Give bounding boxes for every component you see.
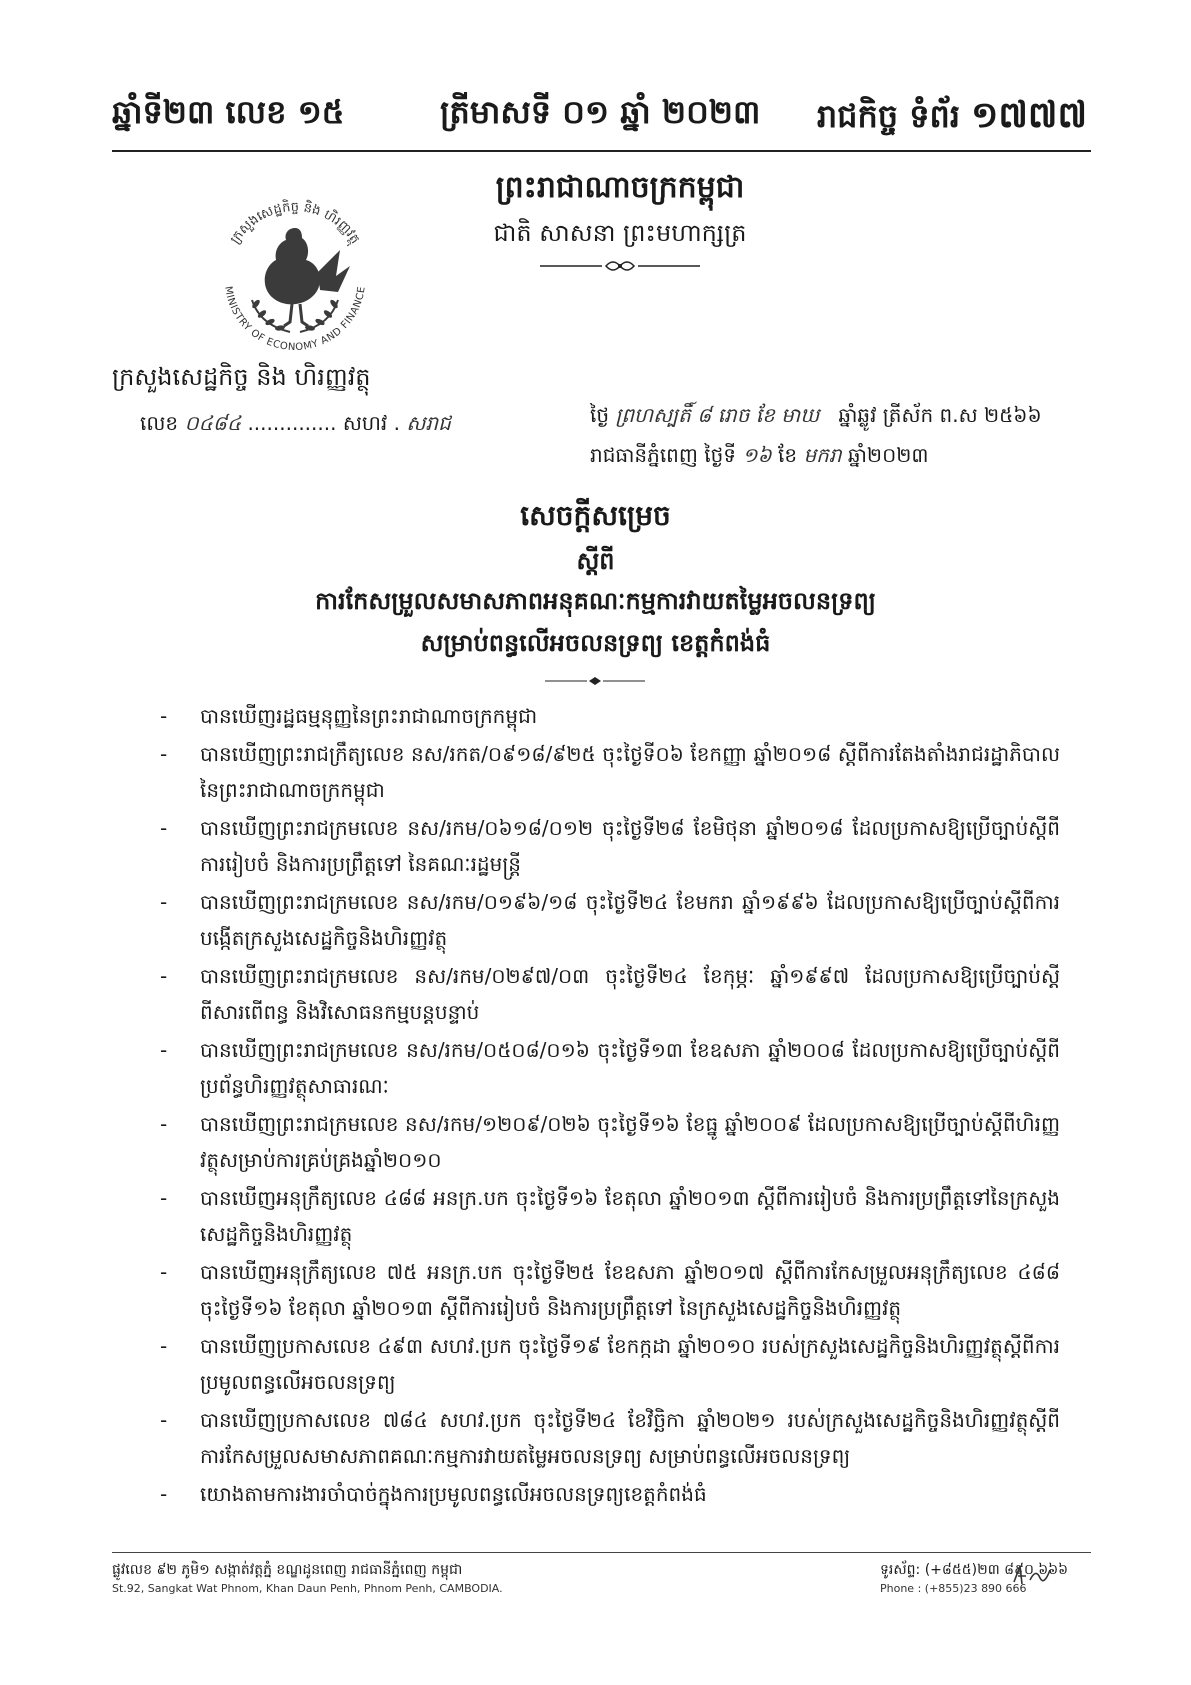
list-item: - បានឃើញព្រះរាជក្រមលេខ នស/រកម/០១៩៦/១៨ ចុះថ្ងៃទី២៤ ខែមករា ឆ្នាំ១៩៩៦ ដែលប្រកាសឱ្យប្រើច្បាប់ស្តីពីការបង្កើតក្រសួងសេដ្ឋកិច្ចនិងហិរញ្ញវត្ថុ — [160, 890, 1060, 950]
footer-phone-khmer: ទូរស័ព្ទ: (+៨៥៥)២៣ ៨៩០ ៦៦៦ — [880, 1562, 1069, 1578]
list-item: - បានឃើញអនុក្រឹត្យលេខ ៧៥ អនក្រ.បក ចុះថ្ងៃទី២៥ ខែឧសភា ឆ្នាំ២០១៧ ស្តីពីការកែសម្រួលអនុក្រឹត្យលេខ ៤៨៨ ចុះថ្ងៃទី១៦ ខែតុលា ឆ្នាំ២០១៣ ស្តីពីការរៀបចំ និងការប្រព្រឹត្តទៅ នៃក្រសួងសេដ្ឋកិច្ចនិងហិរញ្ញវត្ថុ — [160, 1260, 1060, 1320]
kingdom-heading — [470, 168, 770, 253]
reference-value: ០៤៨៤ — [184, 411, 242, 435]
gazette-page-label: រាជកិច្ច ទំព័រ — [816, 97, 961, 135]
list-item: - បានឃើញព្រះរាជក្រមលេខ នស/រកម/០២៩៧/០៣ ចុះថ្ងៃទី២៤ ខែកុម្ភៈ ឆ្នាំ១៩៩៧ ដែលប្រកាសឱ្យប្រើច្បាប់ស្តីពីសារពើពន្ធ និងវិសោធនកម្មបន្តបន្ទាប់ — [160, 964, 1060, 1024]
footer-address-khmer: ផ្លូវលេខ ៩២ ភូមិ១ សង្កាត់វត្តភ្នំ ខណ្ឌដូនពេញ រាជធានីភ្នំពេញ កម្ពុជា — [112, 1562, 463, 1578]
ornament-divider — [540, 256, 700, 276]
lunar-date — [590, 402, 1042, 432]
solar-day: ១៦ — [742, 443, 772, 467]
kingdom-name: ព្រះរាជាណាចក្រកម្ពុជា — [495, 170, 745, 205]
lunar-year: ឆ្នាំឆ្លូវ ត្រីស័ក ព.ស ២៥៦៦ — [838, 403, 1042, 427]
seal-english-text: MINISTRY OF ECONOMY AND FINANCE — [222, 285, 368, 354]
list-item: - បានឃើញព្រះរាជក្រមលេខ នស/រកម/០៦១៨/០១២ ចុះថ្ងៃទី២៨ ខែមិថុនា ឆ្នាំ២០១៨ ដែលប្រកាសឱ្យប្រើច្បាប់ស្តីពីការរៀបចំ និងការប្រព្រឹត្តទៅ នៃគណៈរដ្ឋមន្ត្រី — [160, 816, 1060, 876]
national-motto: ជាតិ សាសនា ព្រះមហាក្សត្រ — [493, 219, 747, 247]
lunar-date-prefix: ថ្ងៃ — [590, 403, 610, 427]
document-about: ស្តីពី — [576, 546, 615, 575]
list-item: - បានឃើញប្រកាសលេខ ៤៩៣ សហវ.ប្រក ចុះថ្ងៃទី១៩ ខែកក្កដា ឆ្នាំ២០១០ របស់ក្រសួងសេដ្ឋកិច្ចនិងហិរញ្ញវត្ថុស្តីពីការប្រមូលពន្ធលើអចលនទ្រព្យ — [160, 1334, 1060, 1394]
list-item: - បានឃើញប្រកាសលេខ ៧៨៤ សហវ.ប្រក ចុះថ្ងៃទី២៤ ខែវិច្ឆិកា ឆ្នាំ២០២១ របស់ក្រសួងសេដ្ឋកិច្ចនិងហិរញ្ញវត្ថុស្តីពីការកែសម្រួលសមាសភាពគណៈកម្មការវាយតម្លៃអចលនទ្រព្យ សម្រាប់ពន្ធលើអចលនទ្រព្យ — [160, 1408, 1060, 1468]
reference-label: លេខ — [140, 411, 179, 435]
solar-month: មករា — [803, 443, 842, 467]
footer-address-english: St.92, Sangkat Wat Phnom, Khan Daun Penh, Phnom Penh, CAMBODIA. — [112, 1582, 503, 1595]
gazette-page-number: ១៧៧៧ — [971, 94, 1087, 136]
list-item: - បានឃើញរដ្ឋធម្មនុញ្ញនៃព្រះរាជាណាចក្រកម្ពុជា — [160, 704, 538, 728]
list-item: - យោងតាមការងារចាំបាច់ក្នុងការប្រមូលពន្ធលើអចលនទ្រព្យខេត្តកំពង់ធំ — [160, 1482, 707, 1506]
legal-basis-list — [160, 698, 1060, 1514]
seal-khmer-text: ក្រសួងសេដ្ឋកិច្ច និង ហិរញ្ញវត្ថុ — [227, 200, 363, 247]
reference-dots: .............. — [247, 411, 337, 435]
footer-rule — [112, 1552, 1091, 1553]
document-type: សេចក្តីសម្រេច — [520, 499, 671, 532]
reference-suffix-label: សហវ — [342, 411, 388, 435]
solar-date — [590, 442, 928, 472]
solar-year: ឆ្នាំ២០២៣ — [847, 443, 929, 467]
ministry-name: ក្រសួងសេដ្ឋកិច្ច និង ហិរញ្ញវត្ថុ — [112, 363, 371, 391]
list-item: - បានឃើញព្រះរាជក្រឹត្យលេខ នស/រកត/០៩១៨/៩២៥ ចុះថ្ងៃទី០៦ ខែកញ្ញា ឆ្នាំ២០១៨ ស្តីពីការតែងតាំងរាជរដ្ឋាភិបាល នៃព្រះរាជាណាចក្រកម្ពុជា — [160, 742, 1060, 802]
initials-signature-icon — [1010, 1560, 1054, 1590]
list-item: - បានឃើញព្រះរាជក្រមលេខ នស/រកម/០៥០៨/០១៦ ចុះថ្ងៃទី១៣ ខែឧសភា ឆ្នាំ២០០៨ ដែលប្រកាសឱ្យប្រើច្បាប់ស្តីពីប្រព័ន្ធហិរញ្ញវត្ថុសាធារណៈ — [160, 1038, 1060, 1098]
document-subject-cont: សម្រាប់ពន្ធលើអចលនទ្រព្យ ខេត្តកំពង់ធំ — [420, 628, 771, 657]
footer-phone-english: Phone : (+855)23 890 666 — [880, 1582, 1027, 1595]
list-item: - បានឃើញអនុក្រឹត្យលេខ ៤៨៨ អនក្រ.បក ចុះថ្ងៃទី១៦ ខែតុលា ឆ្នាំ២០១៣ ស្តីពីការរៀបចំ និងការប្រព្រឹត្តទៅនៃក្រសួងសេដ្ឋកិច្ចនិងហិរញ្ញវត្ថុ — [160, 1186, 1060, 1246]
reference-suffix: សរាជ — [406, 411, 451, 435]
lunar-date-handwritten: ព្រហស្បតិ៍ ៨ រោច ខែ មាឃ — [615, 403, 820, 427]
list-item: - បានឃើញព្រះរាជក្រមលេខ នស/រកម/១២០៩/០២៦ ចុះថ្ងៃទី១៦ ខែធ្នូ ឆ្នាំ២០០៩ ដែលប្រកាសឱ្យប្រើច្បាប់ស្តីពីហិរញ្ញវត្ថុសម្រាប់ការគ្រប់គ្រងឆ្នាំ២០១០ — [160, 1112, 1060, 1172]
gazette-page — [817, 92, 1087, 142]
solar-month-label: ខែ — [778, 443, 798, 467]
ministry-seal-icon — [200, 180, 390, 370]
solar-date-prefix: រាជធានីភ្នំពេញ ថ្ងៃទី — [590, 443, 737, 467]
gazette-quarter: ត្រីមាសទី ០១ ឆ្នាំ ២០២៣ — [440, 93, 761, 131]
title-divider — [545, 676, 645, 686]
reference-number: លេខ ០៤៨៤ .............. សហវ . សរាជ — [140, 411, 451, 435]
document-subject: ការកែសម្រួលសមាសភាពអនុគណៈកម្មការវាយតម្លៃអចលនទ្រព្យ — [315, 586, 876, 615]
header-rule — [112, 150, 1091, 152]
gazette-year-issue: ឆ្នាំទី២៣ លេខ ១៥ — [112, 93, 345, 131]
